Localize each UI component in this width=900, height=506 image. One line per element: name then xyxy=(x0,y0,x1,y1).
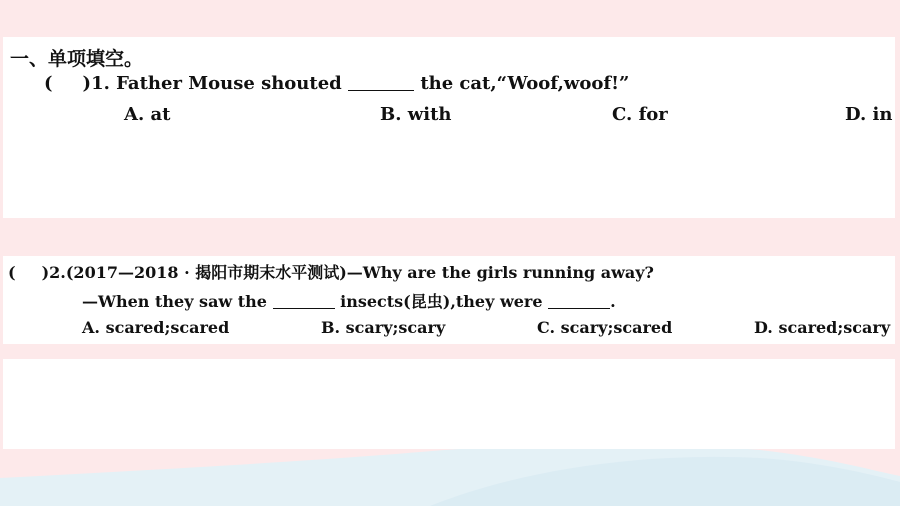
option-text: at xyxy=(150,104,171,125)
option-a[interactable] xyxy=(124,104,171,125)
question-2-stem xyxy=(8,260,654,283)
question-1-stem xyxy=(44,73,629,94)
fill-blank-2[interactable] xyxy=(548,307,610,309)
question-1-answer-space xyxy=(3,128,895,218)
option-letter: D. xyxy=(754,318,773,337)
option-letter: A. xyxy=(124,104,145,125)
option-letter: A. xyxy=(82,318,100,337)
question-number: 1. xyxy=(91,73,110,94)
option-c[interactable] xyxy=(537,318,672,337)
option-letter: D. xyxy=(845,104,867,125)
answer-text-middle: insects(昆虫),they were xyxy=(340,292,543,311)
question-2-answer-line xyxy=(82,289,616,312)
fill-blank-1[interactable] xyxy=(273,307,335,309)
answer-text-end: . xyxy=(610,292,616,311)
question-text: —Why are the girls running away? xyxy=(346,263,654,282)
option-text: scary;scary xyxy=(345,318,446,337)
option-d[interactable] xyxy=(845,104,892,125)
question-text-before: Father Mouse shouted xyxy=(116,73,342,94)
option-letter: B. xyxy=(321,318,341,337)
option-letter: B. xyxy=(380,104,402,125)
option-text: scared;scared xyxy=(105,318,230,337)
question-2-answer-space xyxy=(3,359,895,449)
answer-paren-close: ) xyxy=(82,73,92,94)
fill-blank[interactable] xyxy=(348,89,414,91)
option-b[interactable] xyxy=(321,318,445,337)
answer-text-before: —When they saw the xyxy=(82,292,267,311)
option-text: scared;scary xyxy=(778,318,891,337)
answer-paren-open: ( xyxy=(44,73,53,94)
option-text: scary;scared xyxy=(560,318,673,337)
option-d[interactable] xyxy=(754,318,890,337)
option-b[interactable] xyxy=(380,104,452,125)
question-text-after: the cat,“Woof,woof!” xyxy=(420,73,630,94)
question-source: (2017—2018 · 揭阳市期末水平测试) xyxy=(65,263,347,282)
answer-paren-open: ( xyxy=(8,263,16,282)
option-c[interactable] xyxy=(612,104,668,125)
option-text: in xyxy=(872,104,893,125)
section-title: 一、单项填空。 xyxy=(10,48,144,70)
option-letter: C. xyxy=(537,318,556,337)
question-number: 2. xyxy=(49,263,66,282)
option-text: with xyxy=(407,104,452,125)
option-a[interactable] xyxy=(82,318,229,337)
answer-paren-close: ) xyxy=(41,263,50,282)
option-text: for xyxy=(638,104,668,125)
option-letter: C. xyxy=(612,104,633,125)
